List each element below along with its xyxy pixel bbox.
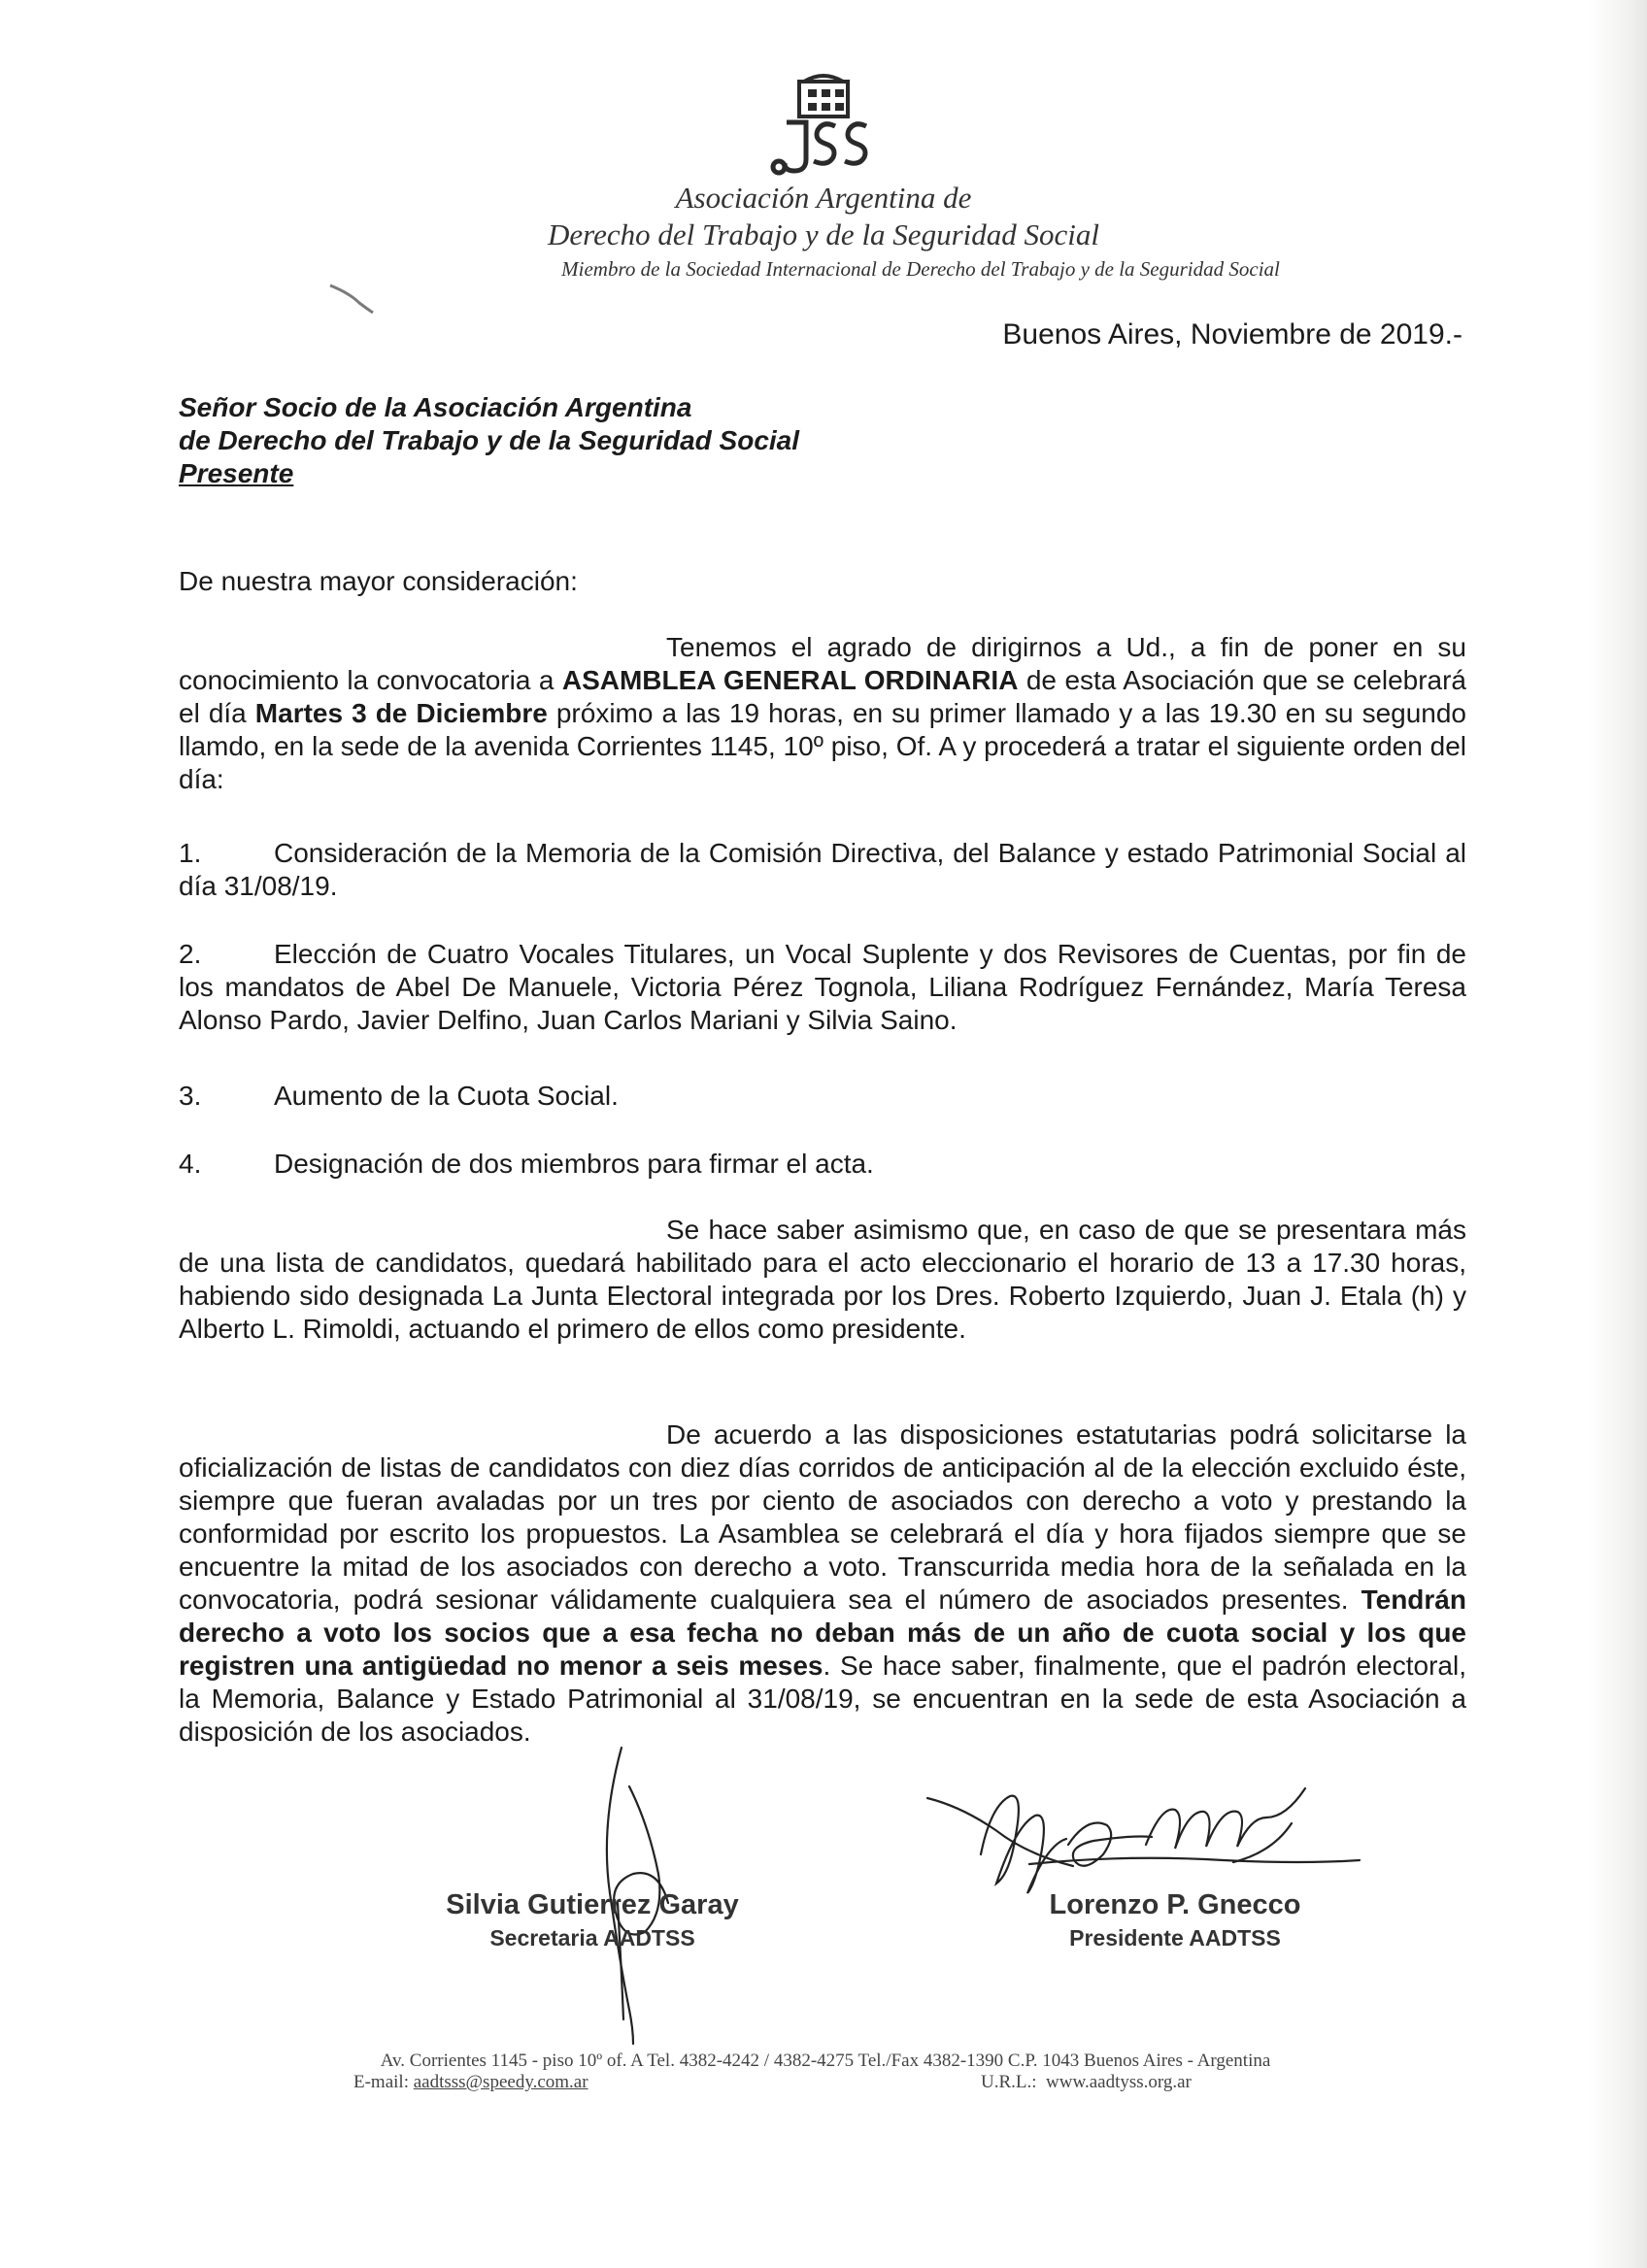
p1-assembly-date: Martes 3 de Diciembre (254, 698, 548, 728)
agenda-item-text: Aumento de la Cuota Social. (274, 1081, 619, 1111)
agenda-item-number: 4. (179, 1149, 202, 1179)
aadtss-logo (765, 72, 882, 179)
org-name-line2: Derecho del Trabajo y de la Seguridad Social (548, 217, 1099, 251)
agenda-item (179, 1080, 1466, 1113)
p3-text-c: . Se hace saber, finalmente, que el padrón electoral, la Memoria, Balance y Estado Patrimonial al 31/08/19, se encuentran en la sede de esta Asociación a disposición de los asociados. (179, 1651, 1466, 1747)
agenda-item-number: 3. (179, 1081, 202, 1111)
scan-mark (328, 282, 377, 317)
agenda-item-text: Elección de Cuatro Vocales Titulares, un Vocal Suplente y dos Revisores de Cuentas, por fin de los mandatos de Abel De Manuele, Victoria Pérez Tognola, Liliana Rodríguez Fernández, María Teresa Alonso Pardo, Javier Delfino, Juan Carlos Mariani y Silvia Saino. (179, 939, 1466, 1035)
agenda-item (179, 938, 1466, 1037)
signatory-secretary (408, 1889, 777, 1951)
org-membership-line: Miembro de la Sociedad Internacional de Derecho del Trabajo y de la Seguridad Social (561, 257, 1280, 281)
signatory-role: Secretaria AADTSS (489, 1925, 695, 1951)
footer-url (981, 2072, 1192, 2093)
addressee-block (179, 391, 799, 490)
signatory-name: Lorenzo P. Gnecco (1049, 1889, 1301, 1920)
p1-assembly-type: ASAMBLEA GENERAL ORDINARIA (561, 665, 1019, 695)
letter-date: Buenos Aires, Noviembre de 2019.- (1002, 318, 1462, 350)
addressee-line1: Señor Socio de la Asociación Argentina (179, 392, 692, 422)
p1-text-c: de esta Asociación que se celebrará el día (179, 665, 1467, 728)
p3-voting-rights: Tendrán derecho a voto los socios que a esa fecha no deban más de un año de cuota social y los que registren una antigüedad no menor a seis meses (179, 1584, 1466, 1681)
paragraph-statutes (179, 1418, 1466, 1749)
scan-edge-shadow (1589, 0, 1647, 2268)
agenda-item-number: 1. (179, 838, 202, 868)
p3-text-a: De acuerdo a las disposiciones estatutarias podrá solicitarse la oficialización de listas de candidatos con diez días corridos de anticipación al de la elección excluido éste, siempre que fueran avaladas por un tres por ciento de asociados con derecho a voto y prestando la conformidad por escrito los propuestos. La Asamblea se celebrará el día y hora fijados siempre que se encuentre la mitad de los asociados con derecho a voto. Transcurrida media hora de la señalada en la convocatoria, podrá sesionar válidamente cualquiera sea el número de asociados presentes. (179, 1419, 1466, 1615)
addressee-line2: de Derecho del Trabajo y de la Seguridad Social (179, 425, 800, 455)
greeting: De nuestra mayor consideración: (179, 566, 578, 596)
email-link[interactable]: aadtsss@speedy.com.ar (413, 2072, 588, 2092)
url-label: U.R.L.: (981, 2072, 1037, 2092)
org-name-line1: Asociación Argentina de (675, 181, 972, 215)
agenda-item-text: Consideración de la Memoria de la Comisión Directiva, del Balance y estado Patrimonial Social al día 31/08/19. (179, 838, 1466, 901)
footer-email (353, 2072, 588, 2093)
signatory-role: Presidente AADTSS (1069, 1925, 1281, 1951)
agenda-item (179, 837, 1466, 903)
addressee-line3: Presente (179, 458, 294, 488)
signatory-name: Silvia Gutierrez Garay (446, 1889, 739, 1920)
email-label: E-mail: (353, 2072, 409, 2092)
url-link[interactable]: www.aadtyss.org.ar (1046, 2072, 1192, 2092)
agenda-item-text: Designación de dos miembros para firmar el acta. (274, 1149, 874, 1179)
agenda-item-number: 2. (179, 939, 202, 969)
signatory-president (1000, 1889, 1350, 1951)
agenda-item (179, 1148, 1466, 1181)
paragraph-convocation (179, 631, 1466, 796)
p1-text-e: próximo a las 19 horas, en su primer llamado y a las 19.30 en su segundo llamdo, en la sede de la avenida Corrientes 1145, 10º piso, Of. A y procederá a tratar el siguiente orden del día: (179, 698, 1466, 794)
paragraph-electoral: Se hace saber asimismo que, en caso de que se presentara más de una lista de candidatos, quedará habilitado para el acto eleccionario el horario de 13 a 17.30 horas, habiendo sido designada La Junta Electoral integrada por los Dres. Roberto Izquierdo, Juan J. Etala (h) y Alberto L. Rimoldi, actuando el primero de ellos como presidente. (179, 1215, 1466, 1344)
p1-text-a: Tenemos el agrado de dirigirnos a Ud., a fin de poner en su conocimiento la convocatoria a (179, 632, 1466, 695)
footer-address: Av. Corrientes 1145 - piso 10º of. A Tel. 4382-4242 / 4382-4275 Tel./Fax 4382-1390 C.P. 1043 Buenos Aires - Argentina (380, 2051, 1271, 2071)
